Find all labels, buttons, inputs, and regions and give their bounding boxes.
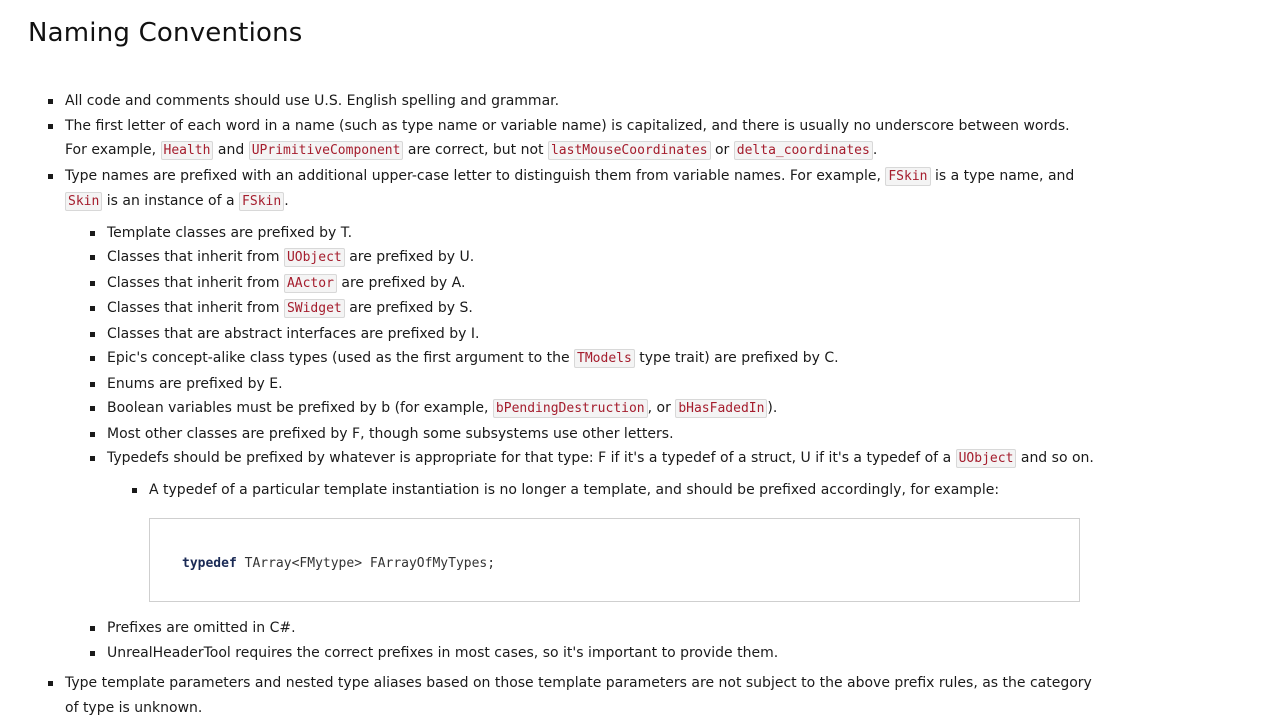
rule-text: Template classes are prefixed by T. bbox=[107, 224, 353, 241]
rule-text: is an instance of a bbox=[106, 193, 235, 209]
list-item bbox=[107, 641, 1095, 666]
inline-code: delta_coordinates bbox=[734, 141, 873, 160]
rule-text: Classes that inherit from bbox=[107, 249, 280, 265]
list-item bbox=[107, 322, 1095, 347]
rule-text: or bbox=[714, 142, 730, 158]
page-title: Naming Conventions bbox=[28, 18, 303, 48]
list-item bbox=[107, 396, 1095, 422]
inline-code: FSkin bbox=[885, 167, 930, 186]
list-item bbox=[107, 245, 1095, 271]
rule-text: Type template parameters and nested type aliases based on those template parameters are not subject to the above prefix rules, as the category of type is unknown. bbox=[65, 675, 1092, 716]
prefix-rules-list bbox=[107, 221, 1095, 666]
rule-text: Boolean variables must be prefixed by b (for example, bbox=[107, 400, 489, 416]
rule-text: , or bbox=[647, 400, 671, 416]
rule-text: Enums are prefixed by E. bbox=[107, 375, 283, 392]
list-item bbox=[107, 372, 1095, 397]
inline-code: bHasFadedIn bbox=[675, 399, 767, 418]
list-item bbox=[65, 671, 1095, 720]
rule-text: are prefixed by U. bbox=[349, 249, 475, 265]
rule-text: . bbox=[284, 193, 289, 209]
rule-text: is a type name, and bbox=[934, 167, 1075, 184]
rule-text: and so on. bbox=[1020, 450, 1094, 466]
rule-text: . bbox=[872, 142, 878, 158]
code-keyword: typedef bbox=[182, 556, 237, 571]
list-item bbox=[65, 89, 1095, 114]
rule-text: type trait) are prefixed by C. bbox=[639, 350, 839, 366]
rule-text: UnrealHeaderTool requires the correct prefixes in most cases, so it's important to provide them. bbox=[107, 644, 779, 661]
rule-text: are prefixed by A. bbox=[341, 274, 466, 291]
inline-code: Skin bbox=[65, 192, 102, 211]
inline-code: Health bbox=[161, 141, 214, 160]
inline-code: bPendingDestruction bbox=[493, 399, 648, 418]
inline-code: UPrimitiveComponent bbox=[249, 141, 404, 160]
list-item bbox=[107, 296, 1095, 322]
inline-code: UObject bbox=[284, 248, 345, 267]
rule-text: The first letter of each word in a name (such as type name or variable name) is capitalized, and there is usually no underscore between words. For example, bbox=[65, 117, 1070, 158]
typedef-rules-list bbox=[149, 478, 1095, 603]
rule-text: are correct, but not bbox=[407, 142, 544, 158]
inline-code: FSkin bbox=[239, 192, 284, 211]
rule-text: Epic's concept-alike class types (used as the first argument to the bbox=[107, 350, 570, 366]
rule-text: Prefixes are omitted in C#. bbox=[107, 620, 296, 636]
rule-text: Classes that are abstract interfaces are prefixed by I. bbox=[107, 325, 480, 342]
rule-text: A typedef of a particular template instantiation is no longer a template, and should be prefixed accordingly, for example: bbox=[149, 481, 1000, 498]
list-item bbox=[149, 478, 1095, 603]
inline-code: lastMouseCoordinates bbox=[548, 141, 711, 160]
rule-text: All code and comments should use U.S. English spelling and grammar. bbox=[65, 93, 560, 109]
inline-code: TModels bbox=[574, 349, 635, 368]
rule-text: and bbox=[217, 142, 245, 158]
code-line bbox=[182, 552, 495, 577]
inline-code: UObject bbox=[956, 449, 1017, 468]
list-item bbox=[65, 164, 1095, 666]
list-item bbox=[107, 616, 1095, 641]
rule-text: Typedefs should be prefixed by whatever is appropriate for that type: F if it's a typedef of a struct, U if it's a typedef of a bbox=[107, 450, 952, 466]
list-item bbox=[107, 346, 1095, 372]
rule-text: are prefixed by S. bbox=[349, 300, 473, 316]
list-item bbox=[107, 221, 1095, 246]
rule-text: Classes that inherit from bbox=[107, 300, 280, 316]
rule-text: Type names are prefixed with an additional upper-case letter to distinguish them from variable names. For example, bbox=[65, 167, 881, 184]
list-item bbox=[107, 271, 1095, 297]
rule-text: Most other classes are prefixed by F, though some subsystems use other letters. bbox=[107, 425, 674, 442]
list-item bbox=[107, 446, 1095, 602]
code-block bbox=[149, 518, 1080, 602]
list-item bbox=[65, 114, 1095, 164]
rule-text: ). bbox=[767, 400, 778, 416]
rule-text: Classes that inherit from bbox=[107, 274, 280, 291]
list-item bbox=[107, 422, 1095, 447]
inline-code: AActor bbox=[284, 274, 337, 293]
naming-rules-list bbox=[65, 89, 1095, 720]
inline-code: SWidget bbox=[284, 299, 345, 318]
code-text: TArray<FMytype> FArrayOfMyTypes; bbox=[236, 556, 496, 571]
